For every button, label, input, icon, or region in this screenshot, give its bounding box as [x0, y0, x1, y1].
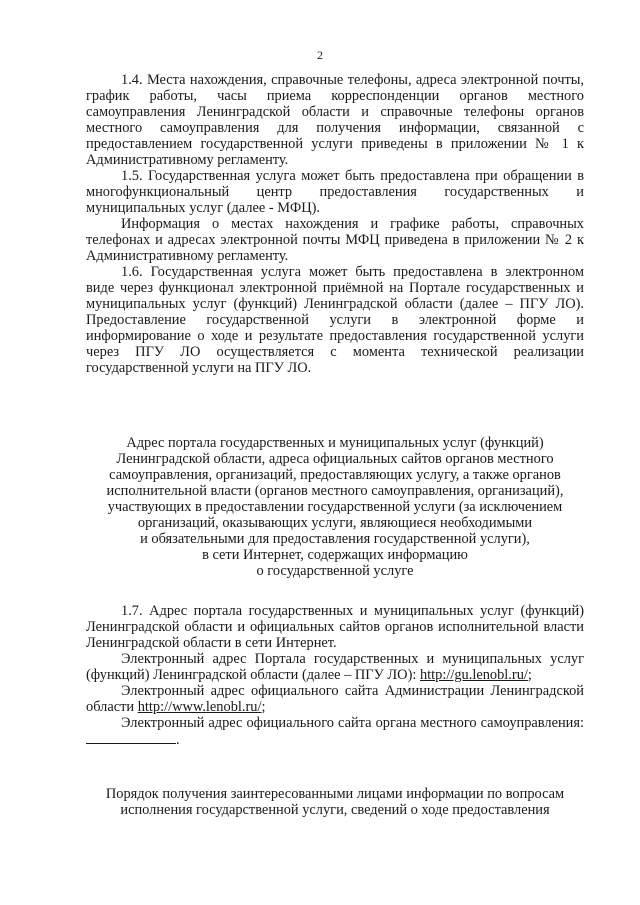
paragraph-local-address	[86, 715, 584, 748]
local-address-text: Электронный адрес официального сайта органа местного самоуправления:	[121, 715, 584, 731]
page-number: 2	[317, 48, 323, 62]
heading-line: организаций, оказывающих услуги, являющиеся необходимыми	[137, 515, 533, 531]
heading-line: и обязательными для предоставления государственной услуги),	[140, 531, 530, 547]
paragraph-portal-address	[86, 651, 584, 683]
paragraph-1-5: 1.5. Государственная услуга может быть предоставлена при обращении в многофункциональный центр предоставления государственных и муниципальных услуг (далее - МФЦ).	[86, 168, 584, 216]
section-portal-addresses	[86, 603, 584, 748]
paragraph-1-6: 1.6. Государственная услуга может быть предоставлена в электронном виде через функционал электронной приёмной на Портале государственных и муниципальных услуг (функций) Ленинградской области (далее – ПГУ ЛО). Предоставление государственной услуги в электронной форме и информирование о ходе и результате предоставления государственной услуги через ПГУ ЛО осуществляется с момента технической реализации государственной услуги на ПГУ ЛО.	[86, 264, 584, 376]
heading-portal-addresses	[60, 435, 610, 579]
blank-fill-line	[86, 731, 176, 744]
heading-line: о государственной услуге	[256, 563, 414, 579]
admin-address-end: ;	[261, 699, 266, 715]
paragraph-1-4: 1.4. Места нахождения, справочные телефоны, адреса электронной почты, график работы, часы приема корреспонденции органов местного самоуправления Ленинградской области и справочные телефоны органов местного самоуправления для получения информации, связанной с предоставлением государственной услуги приведены в приложении № 1 к Административному регламенту.	[86, 72, 584, 168]
heading-info-procedure	[60, 786, 610, 818]
portal-link[interactable]: http://gu.lenobl.ru/	[419, 667, 528, 683]
admin-address-text: Электронный адрес официального сайта Администрации Ленинградской области	[86, 683, 584, 715]
paragraph-admin-address	[86, 683, 584, 715]
paragraph-mfc-info: Информация о местах нахождения и графике работы, справочных телефонах и адресах электронной почты МФЦ приведена в приложении № 2 к Административному регламенту.	[86, 216, 584, 264]
paragraph-1-7: 1.7. Адрес портала государственных и муниципальных услуг (функций) Ленинградской области и официальных сайтов органов исполнительной власти Ленинградской области в сети Интернет.	[86, 603, 584, 651]
heading-line: Ленинградской области, адреса официальных сайтов органов местного	[116, 451, 554, 467]
heading-line: Адрес портала государственных и муниципальных услуг (функций)	[126, 435, 544, 451]
portal-address-end: ;	[527, 667, 532, 683]
heading-line: Порядок получения заинтересованными лицами информации по вопросам	[105, 786, 565, 802]
local-address-end: .	[176, 732, 180, 748]
heading-line: самоуправления, организаций, предоставляющих услугу, а также органов	[109, 467, 561, 483]
heading-line: участвующих в предоставлении государственной услуги (за исключением	[107, 499, 563, 515]
portal-address-text: Электронный адрес Портала государственных и муниципальных услуг (функций) Ленинградской области (далее – ПГУ ЛО):	[86, 651, 584, 683]
heading-line: в сети Интернет, содержащих информацию	[202, 547, 468, 563]
heading-line: исполнения государственной услуги, сведений о ходе предоставления	[120, 802, 550, 818]
section-general-info	[86, 72, 584, 376]
heading-line: исполнительной власти (органов местного самоуправления, организаций),	[106, 483, 564, 499]
admin-site-link[interactable]: http://www.lenobl.ru/	[137, 699, 262, 715]
